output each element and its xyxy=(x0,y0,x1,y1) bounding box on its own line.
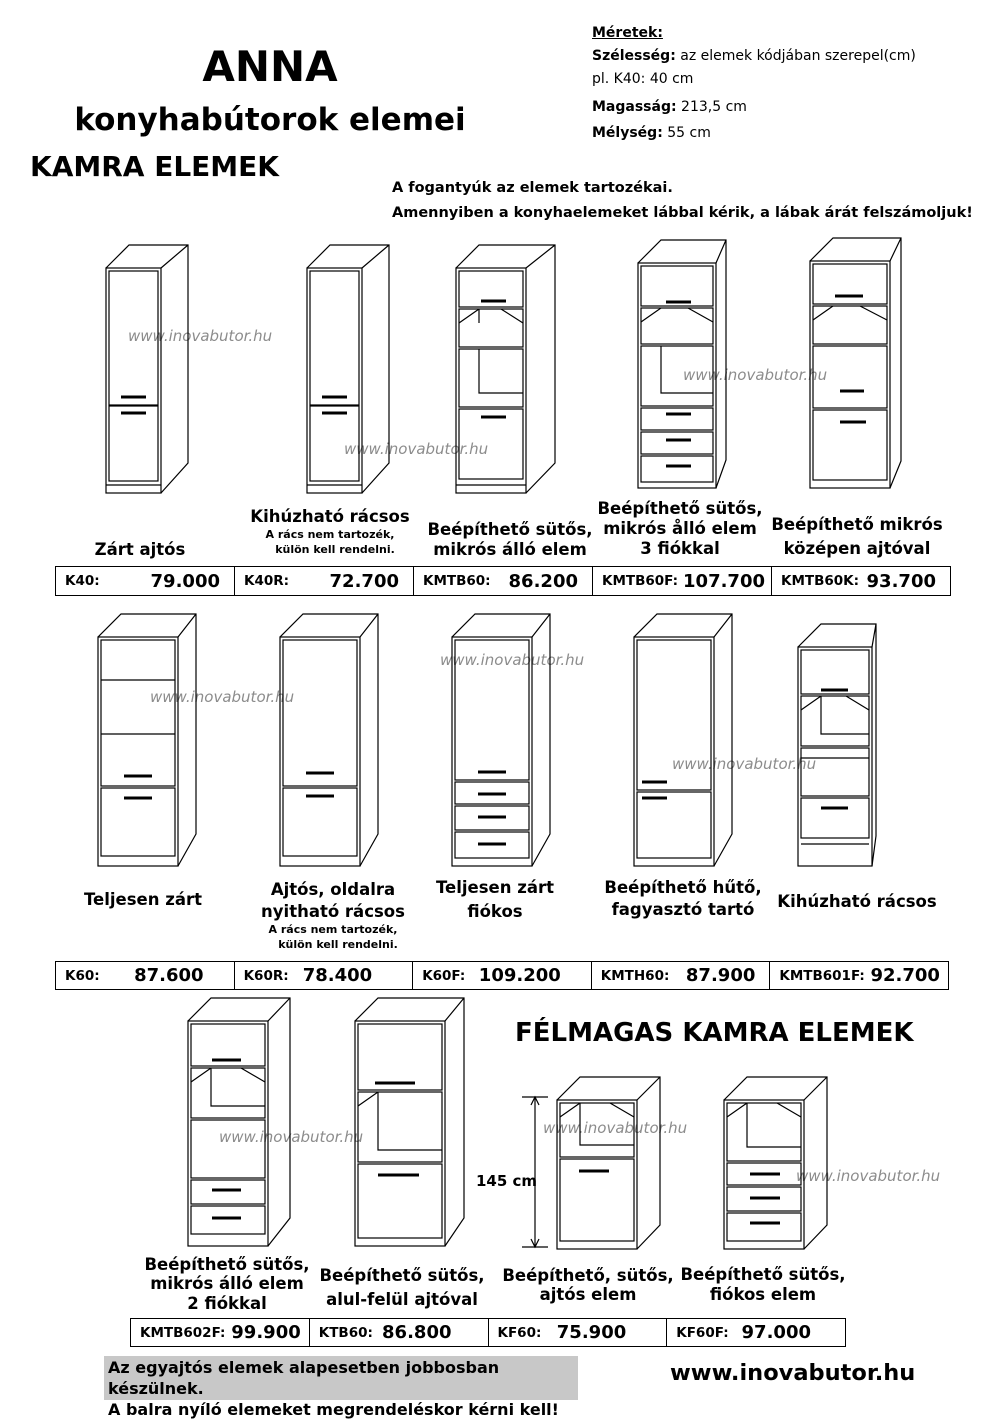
price-cell: K60R: 78.400 xyxy=(235,962,414,989)
height-dimension-label: 145 cm xyxy=(476,1172,538,1190)
label-k60f: Teljesen zárt xyxy=(435,878,555,897)
price-row-1 xyxy=(55,566,951,596)
label-kmtb60: Beépíthető sütős, xyxy=(427,520,593,539)
label-k60f-2: fiókos xyxy=(467,902,523,921)
cabinet-kmtb601f-drawing xyxy=(796,612,886,874)
label-k60r: Ajtós, oldalra xyxy=(270,880,396,899)
label-kmtb602f: Beépíthető sütős, xyxy=(144,1255,310,1274)
width-label: Szélesség: xyxy=(592,48,676,64)
watermark: www.inovabutor.hu xyxy=(683,366,828,384)
price-cell: KMTB601F: 92.700 xyxy=(779,965,940,986)
watermark: www.inovabutor.hu xyxy=(440,651,585,669)
price-cell: K40: 79.000 xyxy=(56,567,235,595)
cabinet-k60-drawing xyxy=(96,612,200,874)
label-kmtb60f: Beépíthető sütős, xyxy=(597,499,763,518)
label-ktb60: Beépíthető sütős, xyxy=(319,1266,485,1285)
footer-note xyxy=(104,1356,578,1419)
note-k40r-2: külön kell rendelni. xyxy=(275,543,395,556)
note-k60r-2: külön kell rendelni. xyxy=(278,938,398,951)
cabinet-ktb60-drawing xyxy=(353,996,468,1252)
price-cell: K60F: 109.200 xyxy=(413,962,592,989)
cabinet-k60f-drawing xyxy=(450,612,554,874)
depth-label: Mélység: xyxy=(592,125,663,141)
width-example: pl. K40: 40 cm xyxy=(592,71,694,87)
price-cell: KMTB60: 86.200 xyxy=(414,567,593,595)
price-cell: KMTB602F: 99.900 xyxy=(131,1319,310,1346)
width-value: az elemek kódjában szerepel(cm) xyxy=(680,48,916,64)
cabinet-kf60f-drawing xyxy=(722,1075,832,1253)
note-k60r-1: A rács nem tartozék, xyxy=(268,923,398,936)
watermark: www.inovabutor.hu xyxy=(543,1119,688,1137)
cabinet-k40-drawing xyxy=(104,243,194,498)
cabinet-kmth60-drawing xyxy=(632,612,736,874)
brand-title: ANNA xyxy=(202,42,338,91)
label-kmth60-2: fagyasztó tartó xyxy=(611,900,755,919)
note-handles: A fogantyúk az elemek tartozékai. xyxy=(392,180,673,196)
label-kmtb601f: Kihúzható rácsos xyxy=(777,892,937,911)
watermark: www.inovabutor.hu xyxy=(344,440,489,458)
footer-line-2: A balra nyíló elemeket megrendeléskor kérni kell! xyxy=(108,1400,559,1419)
label-kf60f-2: fiókos elem xyxy=(709,1285,817,1304)
footer-line-1: Az egyajtós elemek alapesetben jobbosban készülnek. xyxy=(108,1358,500,1398)
cabinet-kmtb60f-drawing xyxy=(636,238,736,498)
price-cell: KMTH60: 87.900 xyxy=(592,962,771,989)
cabinet-kmtb60k-drawing xyxy=(808,236,908,496)
label-kmtb60f-3: 3 fiókkal xyxy=(640,539,720,558)
watermark: www.inovabutor.hu xyxy=(128,327,273,345)
cabinet-k40r-drawing xyxy=(305,243,395,498)
price-cell: KF60F: 97.000 xyxy=(676,1322,811,1343)
label-k40: Zárt ajtós xyxy=(94,540,186,559)
price-cell: KMTB60K: 93.700 xyxy=(781,570,936,592)
price-row-3 xyxy=(130,1318,846,1347)
label-kmtb60k-2: középen ajtóval xyxy=(783,539,931,558)
dimensions-block xyxy=(592,26,916,149)
price-cell: KMTB60F: 107.700 xyxy=(593,567,772,595)
watermark: www.inovabutor.hu xyxy=(219,1128,364,1146)
height-value: 213,5 cm xyxy=(681,99,747,115)
label-kmtb602f-3: 2 fiókkal xyxy=(187,1294,267,1313)
label-kf60f: Beépíthető sütős, xyxy=(680,1265,846,1284)
label-kf60: Beépíthető, sütős, xyxy=(502,1266,674,1285)
label-kf60-2: ajtós elem xyxy=(539,1285,637,1304)
price-cell: K60: 87.600 xyxy=(56,962,235,989)
label-kmtb60f-2: mikrós ålló elem xyxy=(603,519,757,538)
label-k40r: Kihúzható rácsos xyxy=(250,507,410,526)
watermark: www.inovabutor.hu xyxy=(672,755,817,773)
note-k40r-1: A rács nem tartozék, xyxy=(265,528,395,541)
watermark: www.inovabutor.hu xyxy=(796,1167,941,1185)
notes xyxy=(392,176,973,226)
price-cell: K40R: 72.700 xyxy=(235,567,414,595)
label-kmtb60k: Beépíthető mikrós xyxy=(771,515,943,534)
section-title: KAMRA ELEMEK xyxy=(30,150,279,183)
height-label: Magasság: xyxy=(592,99,677,115)
depth-value: 55 cm xyxy=(667,125,711,141)
label-k60r-2: nyitható rácsos xyxy=(261,902,405,921)
label-kmtb602f-2: mikrós álló elem xyxy=(150,1274,304,1293)
label-k60: Teljesen zárt xyxy=(83,890,203,909)
watermark: www.inovabutor.hu xyxy=(150,688,295,706)
price-cell: KTB60: 86.800 xyxy=(310,1319,489,1346)
cabinet-kf60-drawing xyxy=(555,1075,665,1253)
price-row-2 xyxy=(55,961,949,990)
note-legs: Amennyiben a konyhaelemeket lábbal kérik, a lábak árát felszámoljuk! xyxy=(392,205,973,221)
label-kmth60: Beépíthető hűtő, xyxy=(604,878,762,897)
dimensions-heading: Méretek: xyxy=(592,25,663,41)
cabinet-kmtb60-drawing xyxy=(454,243,564,498)
price-cell: KF60: 75.900 xyxy=(489,1319,668,1346)
label-ktb60-2: alul-felül ajtóval xyxy=(326,1290,478,1309)
cabinet-k60r-drawing xyxy=(278,612,382,874)
page-subtitle: konyhabútorok elemei xyxy=(74,102,466,138)
half-section-title: FÉLMAGAS KAMRA ELEMEK xyxy=(515,1018,914,1048)
cabinet-kmtb602f-drawing xyxy=(186,996,296,1252)
label-kmtb60-2: mikrós álló elem xyxy=(433,540,587,559)
website-link[interactable]: www.inovabutor.hu xyxy=(670,1360,916,1386)
